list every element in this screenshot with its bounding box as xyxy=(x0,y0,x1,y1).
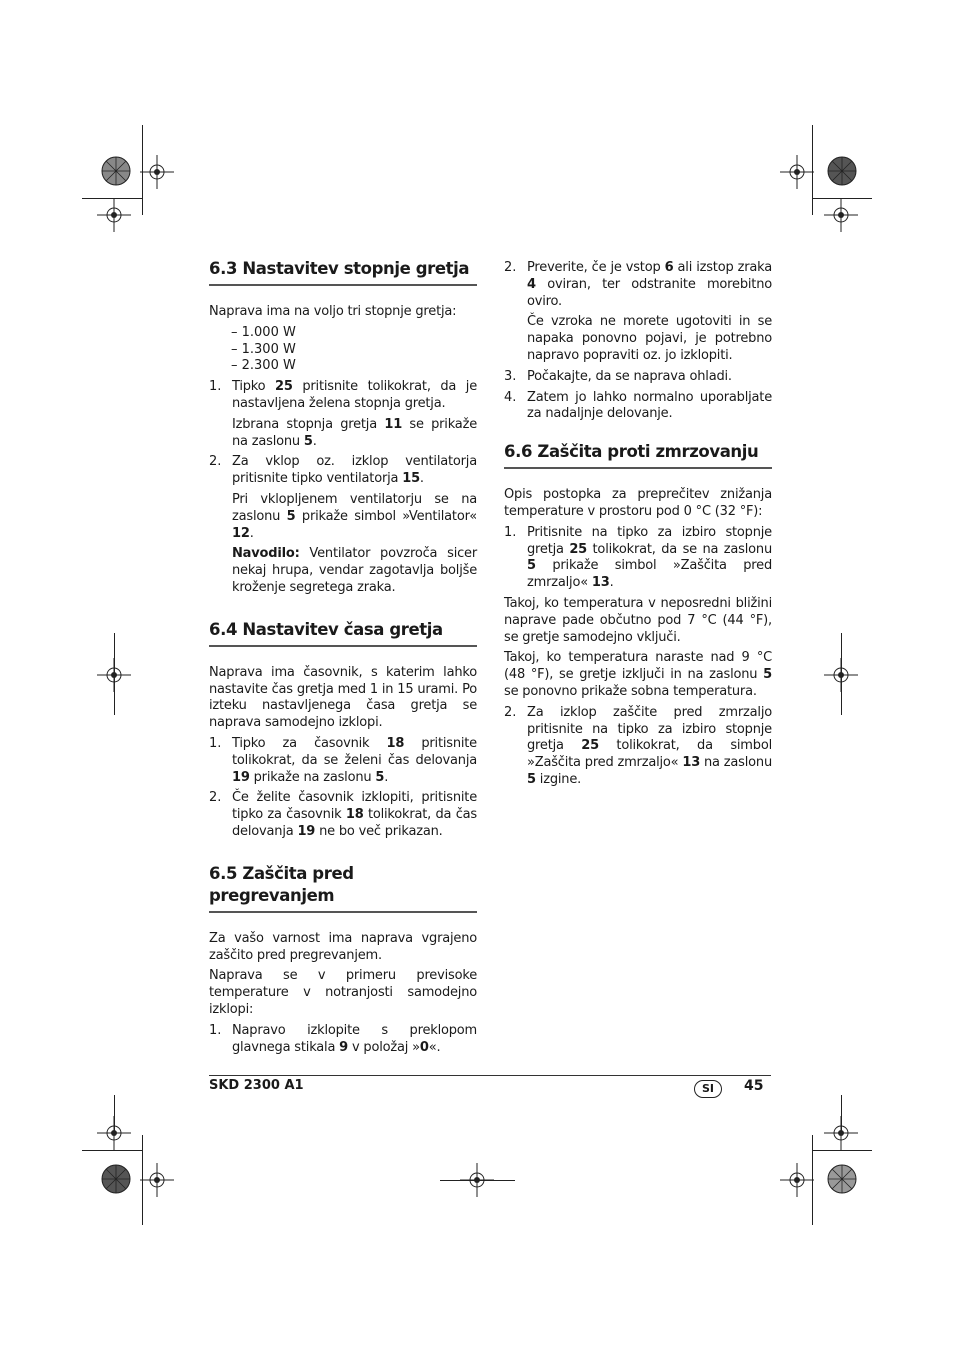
language-badge: SI xyxy=(694,1080,722,1098)
step-text: Tipko 25 pritisnite tolikokrat, da je nastavljena želena stopnja gretja. xyxy=(232,379,477,411)
crop-line xyxy=(841,633,842,715)
model-number: SKD 2300 A1 xyxy=(209,1078,304,1093)
step-text: Pritisnite na tipko za izbiro stopnje gretja 25 tolikokrat, da se na zaslonu 5 prikaže simbol »Zaščita pred zmrzaljo« 13. xyxy=(527,524,772,591)
right-column xyxy=(504,258,772,793)
step-text: Tipko za časovnik 18 pritisnite tolikokrat, da se želeni čas delovanja 19 prikaže na zaslonu 5. xyxy=(232,735,477,785)
crosshair-mark-icon xyxy=(780,1163,814,1197)
step-text: Zatem jo lahko normalno uporabljate za nadaljnje delovanje. xyxy=(527,389,772,422)
list-item xyxy=(504,369,772,386)
list-item xyxy=(504,390,772,424)
paragraph: Za vašo varnost ima naprava vgrajeno zaščito pred pregrevanjem. xyxy=(209,930,477,963)
steps-list xyxy=(504,705,772,789)
crosshair-mark-icon xyxy=(97,198,131,232)
list-item xyxy=(504,705,772,789)
power-level: – 2.300 W xyxy=(231,358,296,374)
list-item xyxy=(209,379,477,450)
crop-line xyxy=(812,1150,872,1151)
crosshair-mark-icon xyxy=(140,155,174,189)
section-heading-6-6: 6.6 Zaščita proti zmrzovanju xyxy=(504,441,772,469)
step-text: Za izklop zaščite pred zmrzaljo pritisnite na tipko za izbiro stopnje gretja 25 tolikokrat, da simbol »Zaščita pred zmrzaljo« 13 na zaslonu 5 izgine. xyxy=(527,704,772,787)
crop-line xyxy=(812,1135,813,1225)
step-number: 2. xyxy=(504,260,517,275)
crosshair-mark-icon xyxy=(780,155,814,189)
paragraph: Takoj, ko temperatura naraste nad 9 °C (48 °F), se gretje izključi in na zaslonu 5 se ponovno prikaže sobna temperatura. xyxy=(504,650,772,699)
color-wheel-mark-icon xyxy=(826,155,858,187)
crop-line xyxy=(142,1135,143,1225)
crop-line xyxy=(114,633,115,715)
section-heading-6-5: 6.5 Zaščita pred pregrevanjem xyxy=(209,863,477,913)
power-level: – 1.000 W xyxy=(231,324,296,340)
crop-line xyxy=(841,1095,842,1135)
list-item xyxy=(209,790,477,840)
steps-list xyxy=(209,736,477,841)
list-item xyxy=(504,525,772,592)
step-number: 3. xyxy=(504,368,517,384)
list-item xyxy=(209,736,477,786)
step-text: Preverite, če je vstop 6 ali izstop zraka 4 oviran, ter odstranite morebitno oviro. xyxy=(527,260,772,309)
steps-list xyxy=(504,525,772,592)
color-wheel-mark-icon xyxy=(100,155,132,187)
crop-line xyxy=(82,198,142,199)
step-number: 2. xyxy=(209,790,222,806)
step-text: Napravo izklopite s preklopom glavnega stikala 9 v položaj »0«. xyxy=(232,1022,477,1055)
step-text: Če želite časovnik izklopiti, pritisnite tipko za časovnik 18 tolikokrat, da čas delovanja 19 ne bo več prikazan. xyxy=(232,790,477,839)
footer-rule xyxy=(209,1075,771,1076)
crosshair-mark-icon xyxy=(140,1163,174,1197)
crop-line xyxy=(142,125,143,215)
step-number: 1. xyxy=(504,524,517,540)
paragraph: Naprava ima časovnik, s katerim lahko nastavite čas gretja med 1 in 15 urami. Po izteku nastavljenega časa gretja se naprava samodejno izklopi. xyxy=(209,664,477,731)
step-number: 2. xyxy=(209,454,222,470)
crop-line xyxy=(82,1150,142,1151)
page-number: 45 xyxy=(744,1078,764,1094)
step-number: 2. xyxy=(504,704,517,720)
note-text: Navodilo: Ventilator povzroča sicer nekaj hrupa, vendar zagotavlja boljše kroženje segretega zraka. xyxy=(232,546,477,595)
step-text: Če vzroka ne morete ugotoviti in se napaka ponovno pojavi, je potrebno napravo popraviti oz. jo izklopiti. xyxy=(527,314,772,363)
paragraph: Naprava se v primeru previsoke temperature v notranjosti samodejno izklopi: xyxy=(209,968,477,1017)
crosshair-mark-icon xyxy=(824,198,858,232)
paragraph: Naprava ima na voljo tri stopnje gretja: xyxy=(209,304,457,319)
crop-line xyxy=(114,1095,115,1135)
steps-list xyxy=(209,379,477,597)
steps-list xyxy=(504,260,772,423)
section-heading-6-4: 6.4 Nastavitev časa gretja xyxy=(209,619,477,647)
color-wheel-mark-icon xyxy=(826,1163,858,1195)
step-text: Izbrana stopnja gretja 11 se prikaže na zaslonu 5. xyxy=(232,416,477,449)
color-wheel-mark-icon xyxy=(100,1163,132,1195)
step-text: Počakajte, da se naprava ohladi. xyxy=(527,368,732,384)
list-item xyxy=(209,1023,477,1057)
step-number: 1. xyxy=(209,1022,222,1038)
steps-list xyxy=(209,1023,477,1057)
crop-line xyxy=(812,198,872,199)
step-number: 4. xyxy=(504,389,517,405)
step-number: 1. xyxy=(209,735,222,751)
left-column xyxy=(209,258,477,1060)
paragraph: Opis postopka za preprečitev znižanja temperature v prostoru pod 0 °C (32 °F): xyxy=(504,487,772,519)
section-heading-6-3: 6.3 Nastavitev stopnje gretja xyxy=(209,258,477,286)
crop-line xyxy=(812,125,813,215)
paragraph: Takoj, ko temperatura v neposredni bližini naprave pade občutno pod 7 °C (44 °F), se gretje samodejno vključi. xyxy=(504,595,772,645)
step-number: 1. xyxy=(209,379,222,395)
list-item xyxy=(504,260,772,365)
power-level: – 1.300 W xyxy=(231,341,296,357)
step-text: Za vklop oz. izklop ventilatorja pritisnite tipko ventilatorja 15. xyxy=(232,454,477,487)
step-text: Pri vklopljenem ventilatorju se na zaslonu 5 prikaže simbol »Ventilator« 12. xyxy=(232,491,478,541)
list-item xyxy=(209,454,477,596)
crop-line xyxy=(440,1180,515,1181)
